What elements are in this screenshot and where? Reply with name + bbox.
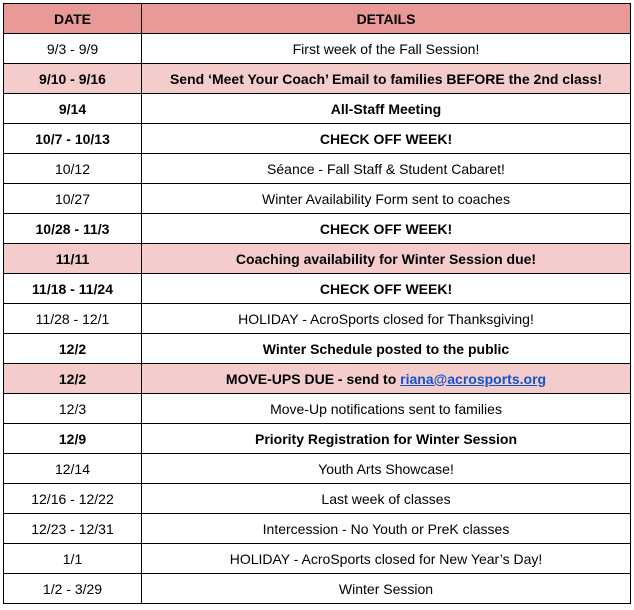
date-cell: 1/2 - 3/29: [4, 574, 142, 604]
schedule-table: [3, 3, 631, 604]
table-row: [4, 574, 631, 604]
table-row: [4, 484, 631, 514]
details-cell: CHECK OFF WEEK!: [142, 274, 631, 304]
details-column-header: DETAILS: [142, 4, 631, 34]
details-cell: CHECK OFF WEEK!: [142, 124, 631, 154]
table-row: [4, 364, 631, 394]
table-row: [4, 184, 631, 214]
table-row: [4, 304, 631, 334]
table-row: [4, 334, 631, 364]
table-row: [4, 124, 631, 154]
details-cell: Winter Session: [142, 574, 631, 604]
date-cell: 12/2: [4, 334, 142, 364]
date-cell: 10/27: [4, 184, 142, 214]
details-cell: Move-Up notifications sent to families: [142, 394, 631, 424]
date-cell: 1/1: [4, 544, 142, 574]
details-cell: Youth Arts Showcase!: [142, 454, 631, 484]
date-column-header: DATE: [4, 4, 142, 34]
table-row: [4, 454, 631, 484]
details-cell: Send ‘Meet Your Coach’ Email to families BEFORE the 2nd class!: [142, 64, 631, 94]
date-cell: 10/28 - 11/3: [4, 214, 142, 244]
details-text: MOVE-UPS DUE - send to: [225, 370, 401, 387]
date-cell: 12/3: [4, 394, 142, 424]
date-cell: 12/16 - 12/22: [4, 484, 142, 514]
header-row: [4, 4, 631, 34]
details-cell: All-Staff Meeting: [142, 94, 631, 124]
date-cell: 9/14: [4, 94, 142, 124]
table-row: [4, 34, 631, 64]
email-link[interactable]: riana@acrosports.org: [400, 370, 547, 387]
date-cell: 12/2: [4, 364, 142, 394]
details-cell: Priority Registration for Winter Session: [142, 424, 631, 454]
table-row: [4, 424, 631, 454]
date-cell: 12/14: [4, 454, 142, 484]
date-cell: 10/7 - 10/13: [4, 124, 142, 154]
details-cell: Winter Schedule posted to the public: [142, 334, 631, 364]
schedule-rows: [4, 34, 631, 604]
table-row: [4, 514, 631, 544]
details-cell: CHECK OFF WEEK!: [142, 214, 631, 244]
date-cell: 10/12: [4, 154, 142, 184]
table-row: [4, 544, 631, 574]
date-cell: 12/23 - 12/31: [4, 514, 142, 544]
table-row: [4, 244, 631, 274]
date-cell: 12/9: [4, 424, 142, 454]
table-row: [4, 94, 631, 124]
details-cell: Last week of classes: [142, 484, 631, 514]
date-cell: 9/3 - 9/9: [4, 34, 142, 64]
table-row: [4, 394, 631, 424]
table-row: [4, 64, 631, 94]
details-cell: [142, 364, 631, 394]
table-row: [4, 274, 631, 304]
details-cell: Coaching availability for Winter Session due!: [142, 244, 631, 274]
details-cell: HOLIDAY - AcroSports closed for New Year’s Day!: [142, 544, 631, 574]
date-cell: 11/28 - 12/1: [4, 304, 142, 334]
table-row: [4, 214, 631, 244]
date-cell: 11/18 - 11/24: [4, 274, 142, 304]
details-cell: Intercession - No Youth or PreK classes: [142, 514, 631, 544]
date-cell: 9/10 - 9/16: [4, 64, 142, 94]
details-cell: Winter Availability Form sent to coaches: [142, 184, 631, 214]
table-row: [4, 154, 631, 184]
date-cell: 11/11: [4, 244, 142, 274]
details-cell: Séance - Fall Staff & Student Cabaret!: [142, 154, 631, 184]
details-cell: HOLIDAY - AcroSports closed for Thanksgiving!: [142, 304, 631, 334]
details-cell: First week of the Fall Session!: [142, 34, 631, 64]
